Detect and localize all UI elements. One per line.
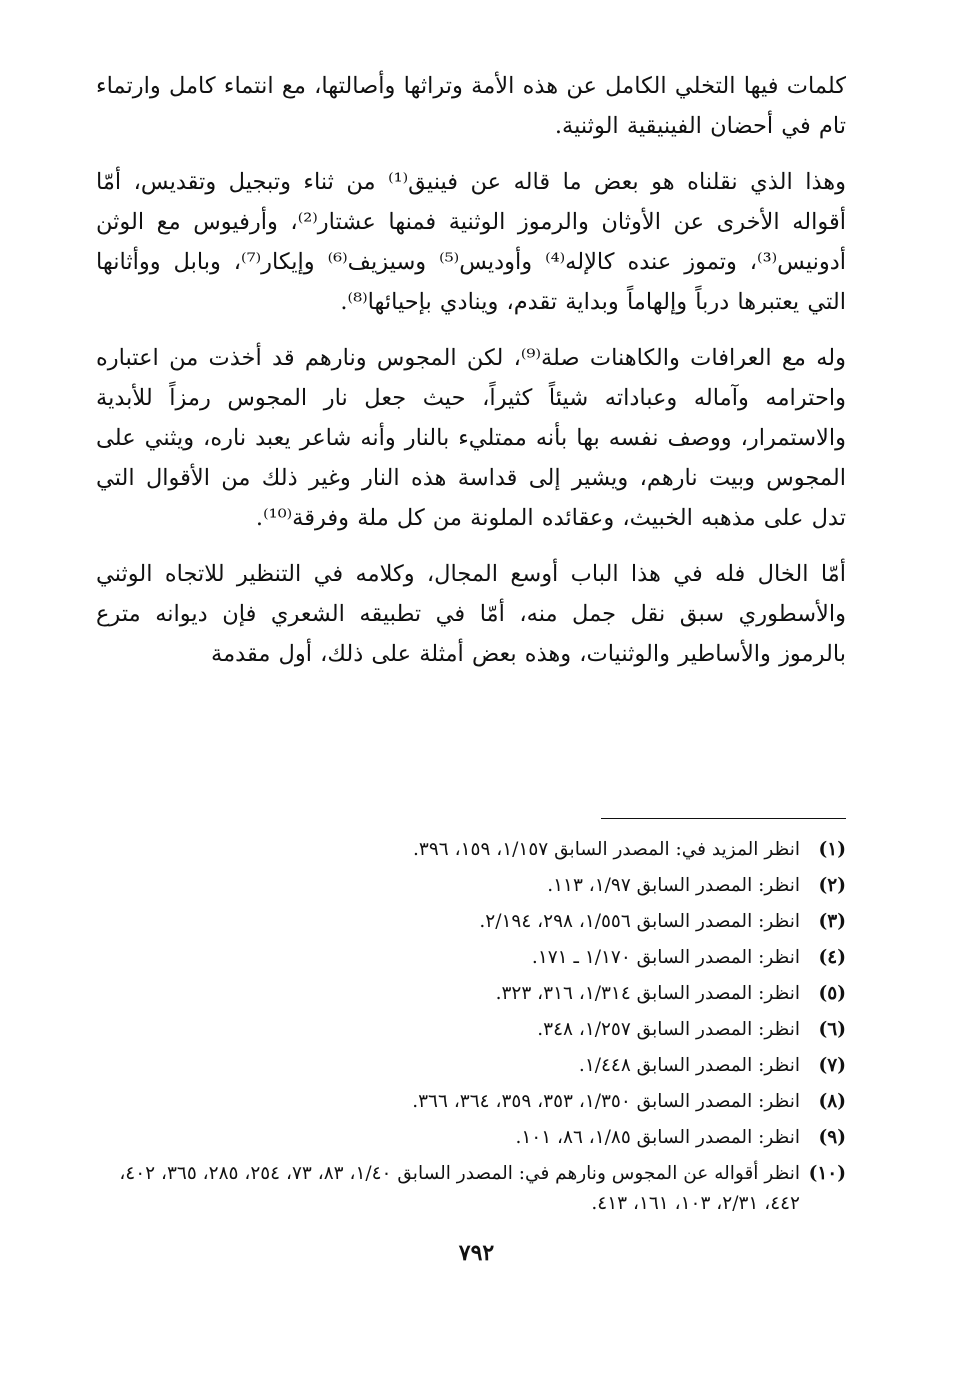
- footnote-text: انظر أقواله عن المجوس ونارهم في: المصدر السابق ١/٤٠، ٨٣، ٧٣، ٢٥٤، ٢٨٥، ٣٦٥، ٤٠٢، ٤٤٢، ٢/٣١، ١٠٣، ١٦١، ٤١٣.: [119, 1163, 800, 1214]
- footnote-6: [96, 1012, 846, 1048]
- footnote-number: (٥): [818, 983, 846, 1004]
- footnote-text: انظر المزيد في: المصدر السابق ١/١٥٧، ١٥٩، ٣٩٦.: [413, 839, 800, 860]
- footnote-number: (١٠): [808, 1163, 846, 1184]
- footnote-text: انظر: المصدر السابق ١/٤٤٨.: [578, 1055, 800, 1076]
- footnote-number: (٩): [818, 1127, 846, 1148]
- footnote-number: (١): [818, 839, 846, 860]
- footnote-number: (٦): [818, 1019, 846, 1040]
- paragraph-1: كلمات فيها التخلي الكامل عن هذه الأمة وتراثها وأصالتها، مع انتماء كامل وارتماء تام في أحضان الفينيقية الوثنية.: [96, 73, 846, 139]
- paragraph-2: وهذا الذي نقلناه هو بعض ما قاله عن فينيق⁽¹⁾ من ثناء وتبجيل وتقديس، أمّا أقواله الأخرى عن الأوثان والرموز الوثنية فمنها عشتار⁽²⁾، وأرفيوس مع الوثن أدونيس⁽³⁾، وتموز عنده كالإله⁽⁴⁾ وأوديس⁽⁵⁾ وسيزيف⁽⁶⁾ وإيكار⁽⁷⁾، وبابل ووأثانها التي يعتبرها درباً وإلهاماً وبداية تقدم، وينادي بإحيائها⁽⁸⁾.: [96, 169, 847, 315]
- paragraph-4: أمّا الخال فله في هذا الباب أوسع المجال، وكلامه في التنظير للاتجاه الوثني والأسطوري سبق نقل جمل منه، أمّا في تطبيقه الشعري فإن ديوانه مترع بالرموز والأساطير والوثنيات، وهذه بعض أمثلة على ذلك، أول مقدمة: [96, 561, 846, 667]
- page-number: ٧٩٢: [458, 1240, 495, 1266]
- footnote-10: [96, 1156, 846, 1219]
- footnote-text: انظر: المصدر السابق ١/٣٥٠، ٣٥٣، ٣٥٩، ٣٦٤، ٣٦٦.: [412, 1091, 800, 1112]
- footnote-number: (٨): [818, 1091, 846, 1112]
- footnote-2: [96, 868, 846, 904]
- footnote-4: [96, 940, 846, 976]
- footnote-5: [96, 976, 846, 1012]
- footnote-text: انظر: المصدر السابق ١/١٧٠ ـ ١٧١.: [531, 947, 800, 968]
- footnote-7: [96, 1048, 846, 1084]
- footnote-text: انظر: المصدر السابق ١/٨٥، ٨٦، ١٠١.: [515, 1127, 800, 1148]
- footnote-number: (٢): [818, 875, 846, 896]
- footnote-text: انظر: المصدر السابق ١/٢٥٧، ٣٤٨.: [537, 1019, 800, 1040]
- paragraph-3: وله مع العرافات والكاهنات صلة⁽⁹⁾، لكن المجوس ونارهم قد أخذت من اعتباره واحترامه وآماله وعباداته شيئاً كثيراً، حيث جعل نار المجوس رمزاً للأبدية والاستمرار، ووصف نفسه بها بأنه ممتليء بالنار وأنه شاعر يعبد ناره، ويثني على المجوس وبيت نارهم، ويشير إلى قداسة هذه النار وغير ذلك من الأقوال التي تدل على مذهبه الخبيث، وعقائده الملونة من كل ملة وفرقة⁽¹⁰⁾.: [96, 345, 846, 531]
- footnote-number: (٧): [818, 1055, 846, 1076]
- footnote-text: انظر: المصدر السابق ١/٥٥٦، ٢٩٨، ٢/١٩٤.: [479, 911, 800, 932]
- footnote-number: (٣): [818, 911, 846, 932]
- main-text: [96, 66, 846, 674]
- footnote-separator: [601, 818, 846, 819]
- footnote-9: [96, 1120, 846, 1156]
- footnote-1: [96, 832, 846, 868]
- footnote-text: انظر: المصدر السابق ١/٩٧، ١١٣.: [547, 875, 800, 896]
- footnote-8: [96, 1084, 846, 1120]
- footnote-number: (٤): [818, 947, 846, 968]
- footnote-3: [96, 904, 846, 940]
- footnote-text: انظر: المصدر السابق ١/٣١٤، ٣١٦، ٣٢٣.: [495, 983, 800, 1004]
- footnotes: [96, 832, 846, 1219]
